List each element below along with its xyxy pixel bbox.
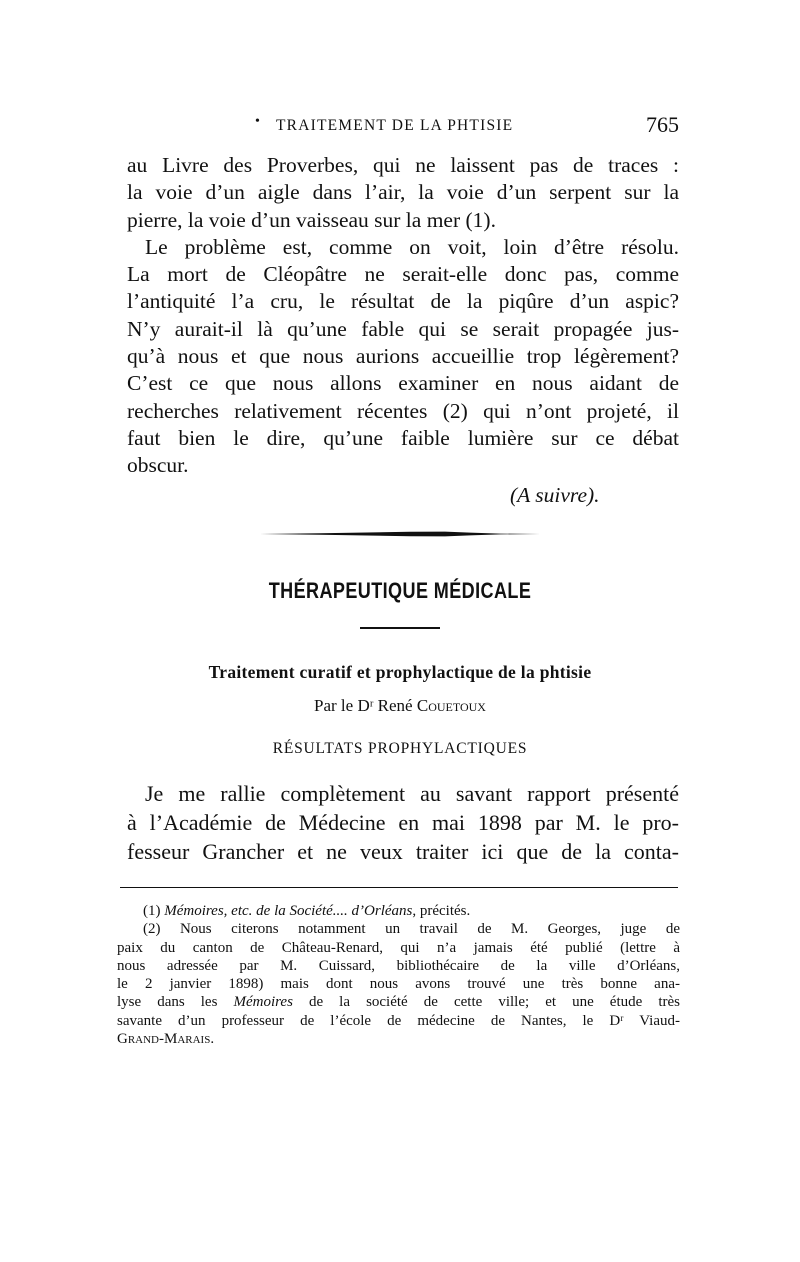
footnote-2-line: nous adressée par M. Cuissard, bibliothécaire de la ville d’Orléans,	[117, 957, 680, 974]
footnote-marker: (1)	[143, 903, 165, 919]
title-rule	[360, 627, 440, 629]
text-line: à l’Académie de Médecine en mai 1898 par M. le pro-	[127, 810, 679, 835]
article-paragraph	[127, 779, 679, 866]
section-separator	[260, 531, 540, 537]
footnote-text: lyse dans les	[117, 994, 234, 1011]
byline-prefix: Par le Dʳ René	[314, 696, 417, 715]
footnote-1-rest: , précités.	[412, 903, 471, 919]
text-line: la voie d’un aigle dans l’air, la voie d’un serpent sur la	[127, 180, 679, 205]
to-be-continued: (A suivre).	[510, 483, 600, 507]
text-line: faut bien le dire, qu’une faible lumière sur ce débat	[127, 425, 679, 450]
footnote-1-source: Mémoires, etc. de la Société.... d’Orléans	[164, 903, 413, 919]
subheading: RÉSULTATS PROPHYLACTIQUES	[272, 740, 528, 757]
running-head	[0, 112, 800, 142]
running-head-title: TRAITEMENT DE LA PHTISIE	[276, 117, 514, 134]
byline	[0, 696, 800, 716]
intro-paragraphs	[127, 152, 679, 480]
footnote-2-line: le 2 janvier 1898) mais dont nous avons trouvé une très bonne ana-	[117, 976, 680, 993]
footnote-text: de la société de cette ville; et une étude très	[292, 994, 680, 1011]
footnote-1	[117, 902, 680, 920]
article-title: Traitement curatif et prophylactique de la phtisie	[208, 662, 592, 682]
text-line: pierre, la voie d’un vaisseau sur la mer (1).	[127, 207, 496, 232]
text-line: au Livre des Proverbes, qui ne laissent pas de traces :	[127, 153, 679, 177]
footnote-2-line	[117, 993, 680, 1011]
footnote-2-line: (2) Nous citerons notamment un travail de M. Georges, juge de	[143, 921, 680, 938]
text-line: Je me rallie complètement au savant rapport présenté	[145, 781, 679, 806]
text-line: qu’à nous et que nous aurions accueillie trop légèrement?	[127, 344, 679, 369]
footnote-2-source: Mémoires	[233, 994, 293, 1011]
footnote-2-line: Grand-Marais.	[117, 1031, 215, 1048]
text-line: l’antiquité l’a cru, le résultat de la piqûre d’un aspic?	[127, 289, 679, 314]
footnote-2-line: savante d’un professeur de l’école de médecine de Nantes, le Dʳ Viaud-	[117, 1012, 680, 1029]
text-line: La mort de Cléopâtre ne serait-elle donc pas, comme	[127, 262, 679, 287]
footnotes	[117, 902, 680, 1048]
text-line: obscur.	[127, 453, 189, 478]
page-number: 765	[646, 112, 679, 137]
text-line: C’est ce que nous allons examiner en nous aidant de	[127, 371, 679, 396]
footnote-rule	[120, 887, 678, 888]
footnote-2-line: paix du canton de Château-Renard, qui n’a jamais été publié (lettre à	[117, 939, 680, 956]
byline-author: Couetoux	[416, 696, 486, 715]
running-head-bullet: •	[255, 114, 260, 129]
text-line: fesseur Grancher et ne veux traiter ici que de la conta-	[127, 839, 679, 864]
text-line: N’y aurait-il là qu’une fable qui se serait propagée jus-	[127, 316, 679, 341]
text-line: Le problème est, comme on voit, loin d’être résolu.	[145, 234, 679, 259]
section-title: THÉRAPEUTIQUE MÉDICALE	[268, 578, 532, 603]
text-line: recherches relativement récentes (2) qui n’ont projeté, il	[127, 398, 679, 423]
